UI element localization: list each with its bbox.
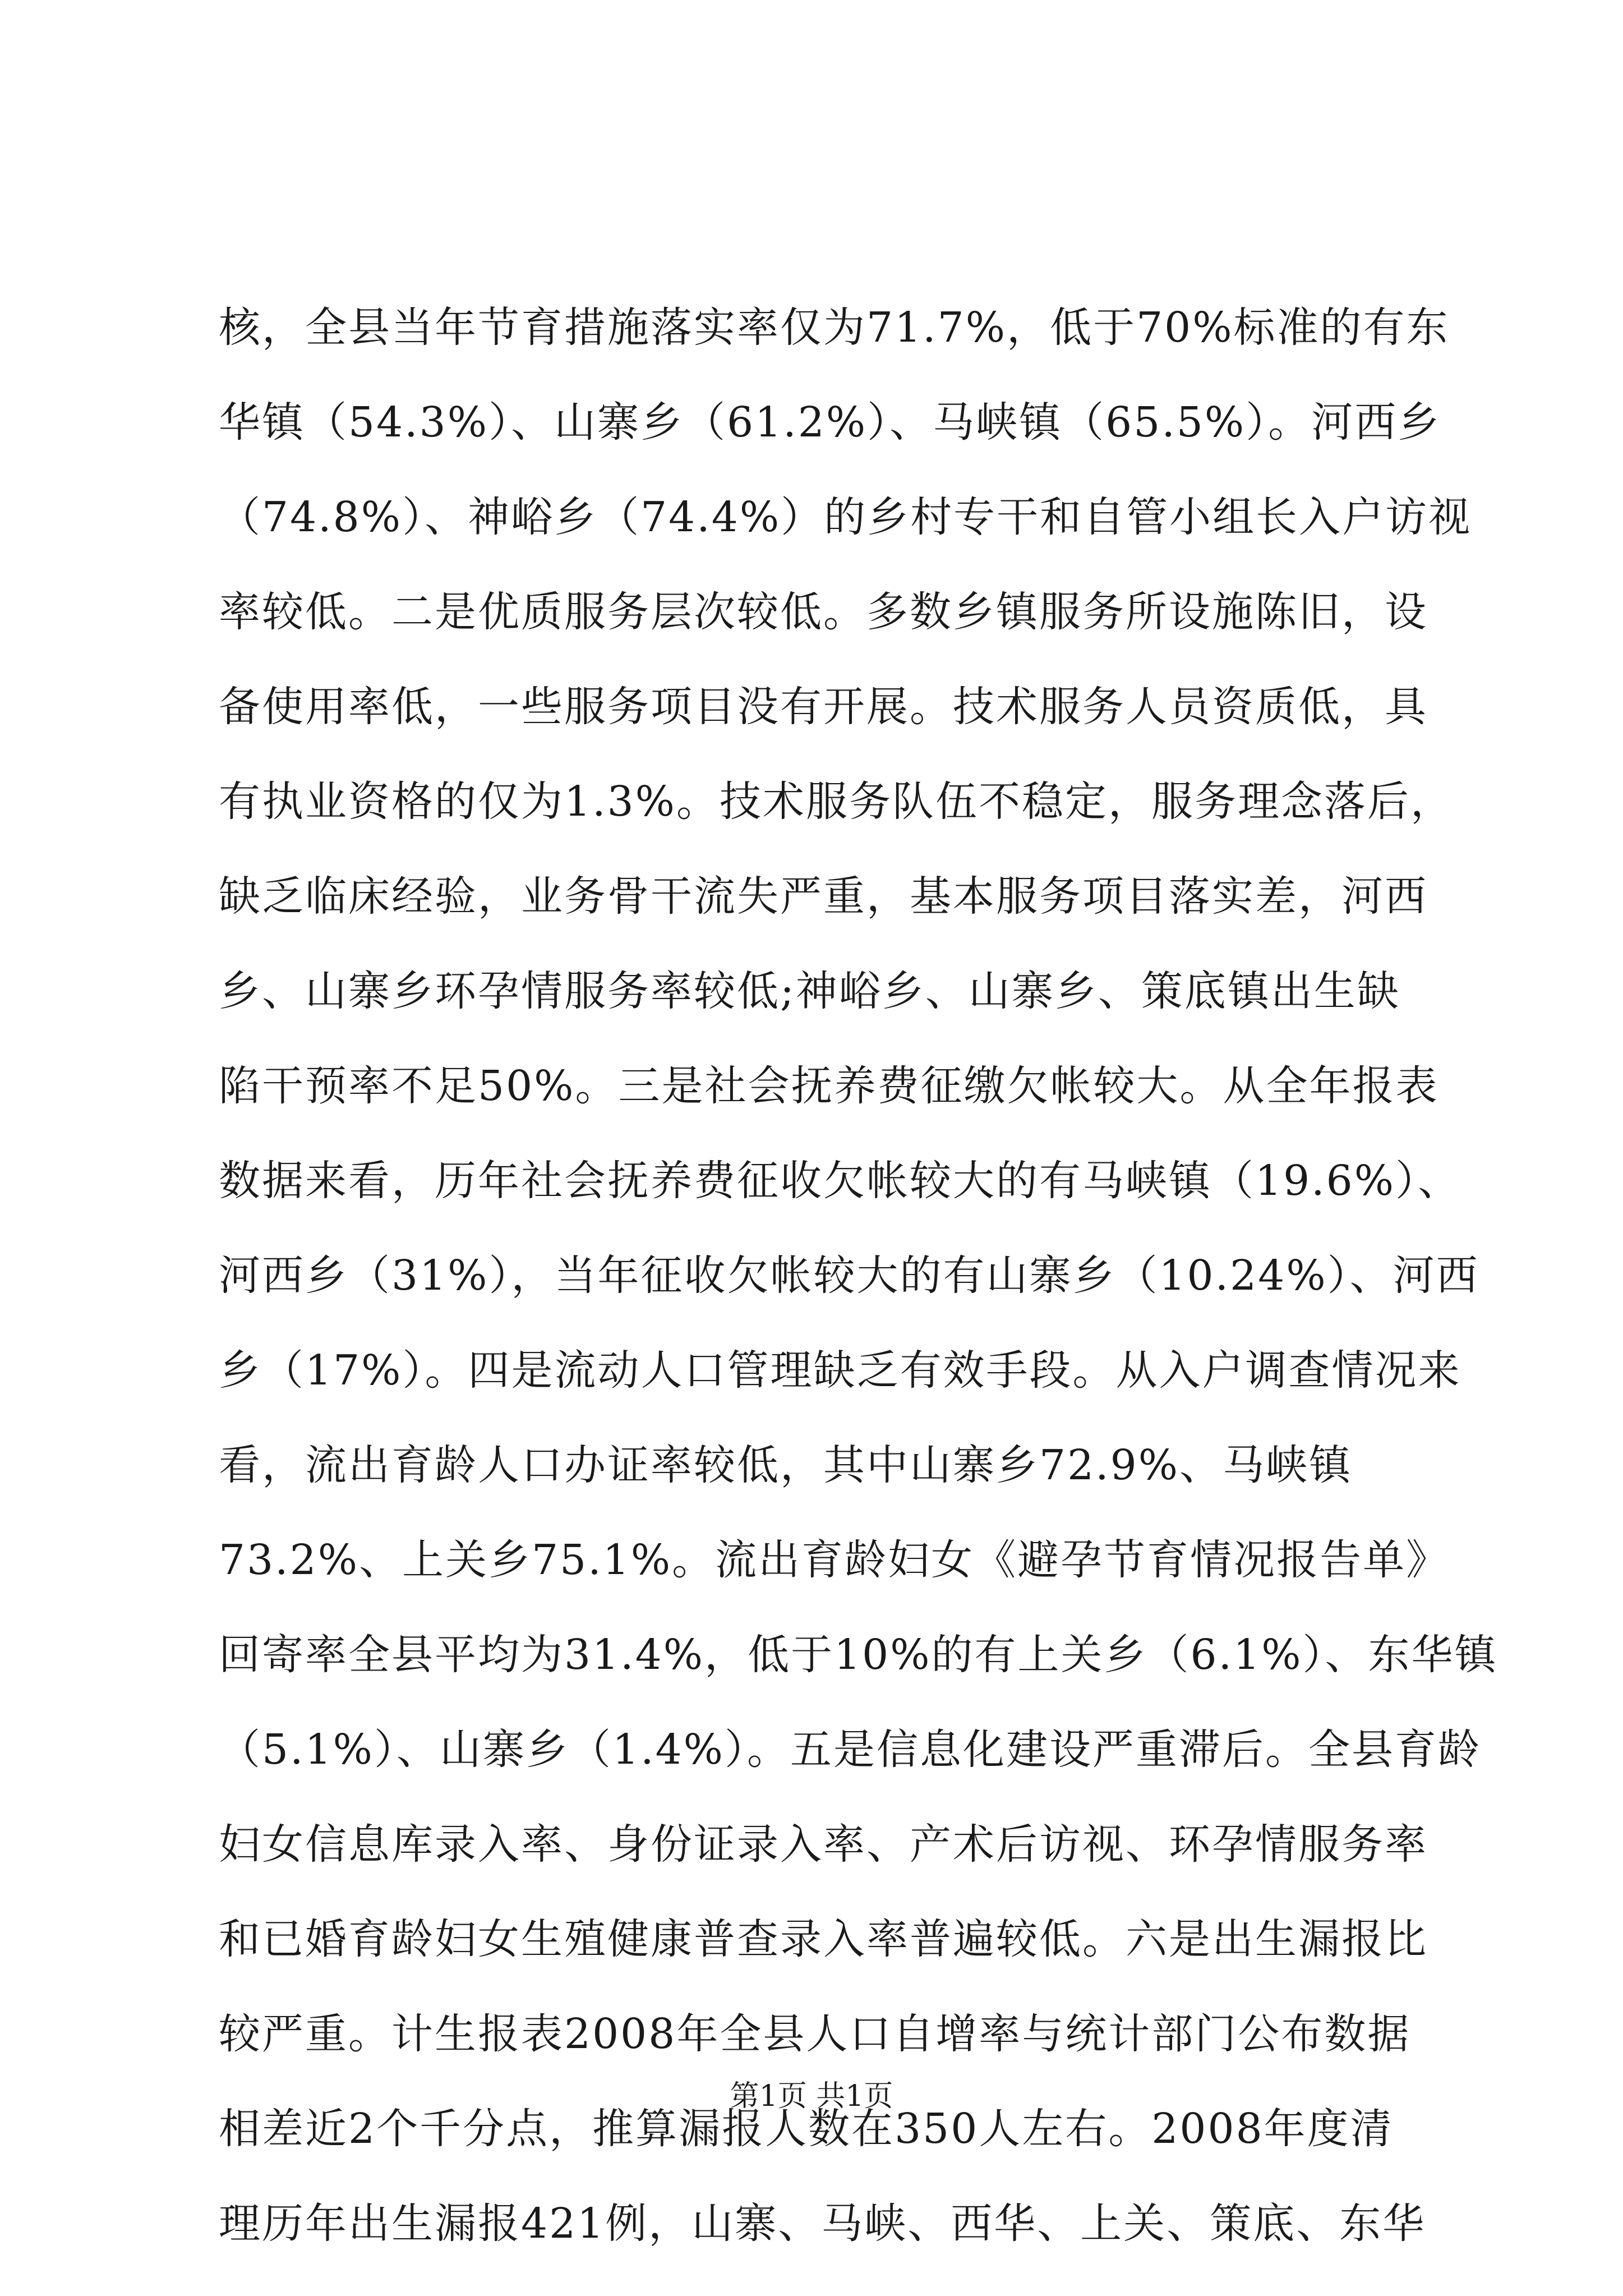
text-line: 缺乏临床经验，业务骨干流失严重，基本服务项目落实差，河西 — [219, 872, 1428, 921]
text-line: 和已婚育龄妇女生殖健康普查录入率普遍较低。六是出生漏报比 — [219, 1915, 1428, 1963]
text-line: 数据来看，历年社会抚养费征收欠帐较大的有马峡镇（19.6%）、 — [219, 1157, 1461, 1205]
text-line: （74.8%）、神峪乡（74.4%）的乡村专干和自管小组长入户访视 — [219, 493, 1472, 541]
text-line: 妇女信息库录入率、身份证录入率、产术后访视、环孕情服务率 — [219, 1820, 1428, 1869]
page-footer — [0, 2077, 1623, 2116]
text-line: 乡、山寨乡环孕情服务率较低;神峪乡、山寨乡、策底镇出生缺 — [219, 967, 1400, 1015]
page-number: 第1页 共1页 — [730, 2079, 893, 2113]
text-line: 看，流出育龄人口办证率较低，其中山寨乡72.9%、马峡镇 — [219, 1441, 1353, 1489]
text-line: 备使用率低，一些服务项目没有开展。技术服务人员资质低，具 — [219, 683, 1428, 731]
text-line: 较严重。计生报表2008年全县人口自增率与统计部门公布数据 — [219, 2010, 1411, 2058]
text-line: 回寄率全县平均为31.4%，低于10%的有上关乡（6.1%）、东华镇 — [219, 1631, 1498, 1679]
text-line: 河西乡（31%），当年征收欠帐较大的有山寨乡（10.24%）、河西 — [219, 1251, 1479, 1300]
text-line: 相差近2个千分点，推算漏报人数在350人左右。2008年度清 — [219, 2105, 1394, 2153]
text-line: 陷干预率不足50%。三是社会抚养费征缴欠帐较大。从全年报表 — [219, 1062, 1439, 1110]
text-line: 有执业资格的仅为1.3%。技术服务队伍不稳定，服务理念落后， — [219, 777, 1454, 826]
text-line: （5.1%）、山寨乡（1.4%）。五是信息化建设严重滞后。全县育龄 — [219, 1726, 1481, 1774]
text-line: 率较低。二是优质服务层次较低。多数乡镇服务所设施陈旧，设 — [219, 588, 1428, 636]
text-line: 核，全县当年节育措施落实率仅为71.7%，低于70%标准的有东 — [219, 303, 1450, 352]
text-line: 理历年出生漏报421例，山寨、马峡、西华、上关、策底、东华 — [219, 2200, 1426, 2248]
text-line: 乡（17%）。四是流动人口管理缺乏有效手段。从入户调查情况来 — [219, 1346, 1461, 1395]
text-line: 73.2%、上关乡75.1%。流出育龄妇女《避孕节育情况报告单》 — [219, 1536, 1450, 1584]
text-line: 华镇（54.3%）、山寨乡（61.2%）、马峡镇（65.5%）。河西乡 — [219, 398, 1441, 447]
body-text — [219, 280, 1498, 2271]
